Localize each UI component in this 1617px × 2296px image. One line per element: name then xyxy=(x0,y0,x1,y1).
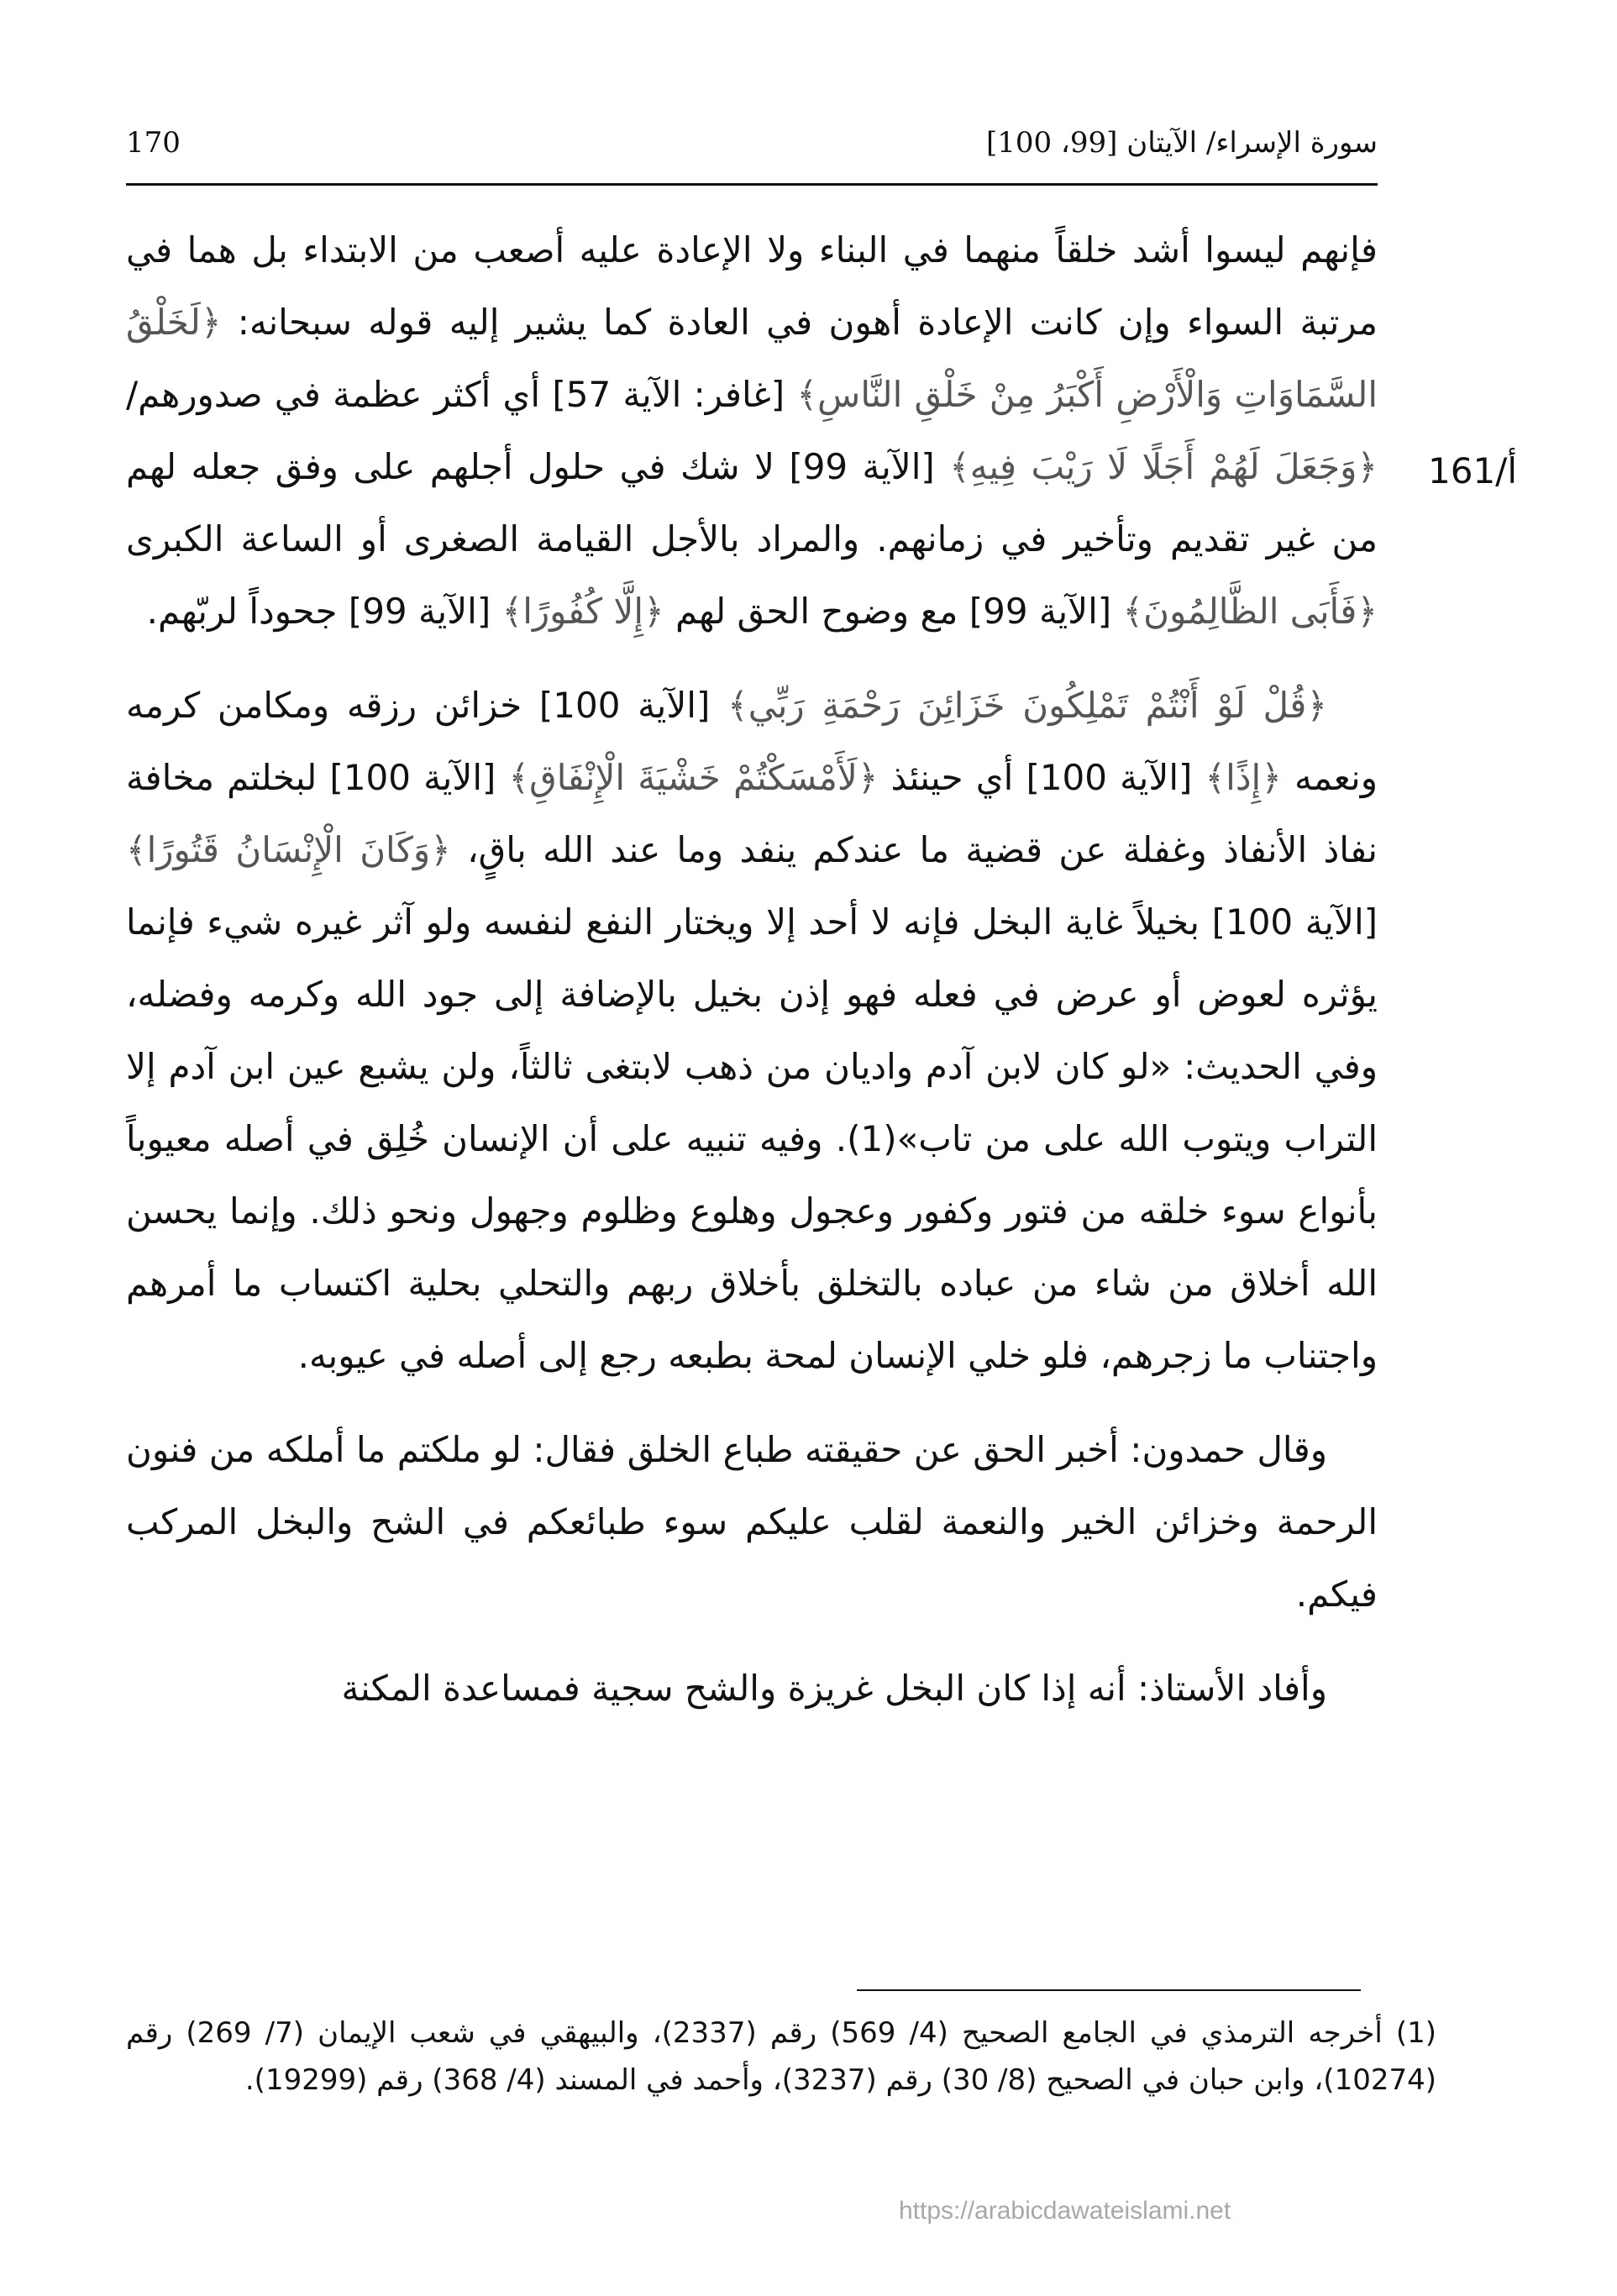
footnote-text: أخرجه الترمذي في الجامع الصحيح (4/ 569) رقم (2337)، والبيهقي في شعب الإيمان (7/ 269) رقم (10274)، وابن حبان في الصحيح (8/ 30) رقم (3237)، وأحمد في المسند (4/ 368) رقم (19299). xyxy=(126,2016,1436,2097)
text-segment: [الآية 100] خزائن رزقه ومكامن كرمه ونعمه xyxy=(126,685,1378,798)
quran-verse: ﴿وَجَعَلَ لَهُمْ أَجَلًا لَا رَيْبَ فِيهِ﴾ xyxy=(949,446,1378,487)
paragraph xyxy=(126,670,1378,1392)
watermark-url: https://arabicdawateislami.net xyxy=(899,2197,1231,2225)
paragraph xyxy=(126,1652,1378,1725)
footnote-marker: (1) xyxy=(1395,2016,1436,2050)
page-header xyxy=(126,126,1378,176)
text-segment: [الآية 99] جحوداً لربّهم. xyxy=(146,591,502,632)
running-title: سورة الإسراء/ الآيتان [99، 100] xyxy=(985,126,1378,160)
text-segment: [الآية 99] لا شك في حلول أجلهم على وفق جعله لهم من غير تقديم وتأخير في زمانهم. والمراد بالأجل القيامة الصغرى أو الساعة الكبرى xyxy=(126,446,1378,560)
page-number: 170 xyxy=(126,126,181,160)
quran-verse: ﴿وَكَانَ الْإِنْسَانُ قَتُورًا﴾ xyxy=(126,829,451,870)
paragraph xyxy=(126,1414,1378,1631)
text-segment: [الآية 100] بخيلاً غاية البخل فإنه لا أحد إلا ويختار النفع لنفسه ولو آثر غيره شيء فإنما يؤثره لعوض أو عرض في فعله فهو إذن بخيل بالإضافة إلى جود الله وكرمه وفضله، وفي الحديث: «لو كان لابن آدم واديان من ذهب لابتغى ثالثاً، ولن يشبع عين ابن آدم إلا التراب ويتوب الله على من تاب»(1). وفيه تنبيه على أن الإنسان خُلِق في أصله معيوباً بأنواع سوء خلقه من فتور وكفور وعجول وهلوع وظلوم وجهول ونحو ذلك. وإنما يحسن الله أخلاق من شاء من عباده بالتخلق بأخلاق ربهم والتحلي بحلية اكتساب ما أمرهم واجتناب ما زجرهم، فلو خلي الإنسان لمحة بطبعه رجع إلى أصله في عيوبه. xyxy=(126,901,1378,1376)
header-rule xyxy=(126,183,1378,186)
text-segment: [غافر: الآية 57] أي أكثر عظمة في صدورهم/ xyxy=(126,374,797,415)
text-segment: وأفاد الأستاذ: أنه إذا كان البخل غريزة والشح سجية فمساعدة المكنة xyxy=(341,1668,1327,1709)
text-segment: وقال حمدون: أخبر الحق عن حقيقته طباع الخلق فقال: لو ملكتم ما أملكه من فنون الرحمة وخزائن الخير والنعمة لقلب عليكم سوء طبائعكم في الشح والبخل المركب فيكم. xyxy=(126,1429,1378,1615)
quran-verse: ﴿إِلَّا كُفُورًا﴾ xyxy=(501,591,664,632)
footnote xyxy=(126,2010,1436,2104)
paragraph xyxy=(126,214,1378,648)
text-segment: فإنهم ليسوا أشد خلقاً منهما في البناء ولا الإعادة عليه أصعب من الابتداء بل هما في مرتبة السواء وإن كانت الإعادة أهون في العادة كما يشير إليه قوله سبحانه: xyxy=(126,229,1378,343)
quran-verse: ﴿قُلْ لَوْ أَنْتُمْ تَمْلِكُونَ خَزَائِنَ رَحْمَةِ رَبِّي﴾ xyxy=(727,685,1327,726)
quran-verse: ﴿لَأَمْسَكْتُمْ خَشْيَةَ الْإِنْفَاقِ﴾ xyxy=(508,757,879,798)
quran-verse: ﴿إِذًا﴾ xyxy=(1205,757,1282,798)
main-text xyxy=(126,214,1378,1747)
text-segment: [الآية 99] مع وضوح الحق لهم xyxy=(664,591,1123,632)
text-segment: [الآية 100] لبخلتم مخافة نفاذ الأنفاذ وغفلة عن قضية ما عندكم ينفد وما عند الله باقٍ، xyxy=(126,757,1378,870)
quran-verse: ﴿لَخَلْقُ السَّمَاوَاتِ وَالْأَرْضِ أَكْبَرُ مِنْ خَلْقِ النَّاسِ﴾ xyxy=(126,302,1378,415)
margin-reference: 161/أ xyxy=(1428,450,1517,491)
quran-verse: ﴿فَأَبَى الظَّالِمُونَ﴾ xyxy=(1122,591,1378,632)
footnotes xyxy=(126,2010,1436,2104)
text-segment: [الآية 100] أي حينئذ xyxy=(878,757,1205,798)
footnote-separator xyxy=(857,1989,1361,1991)
